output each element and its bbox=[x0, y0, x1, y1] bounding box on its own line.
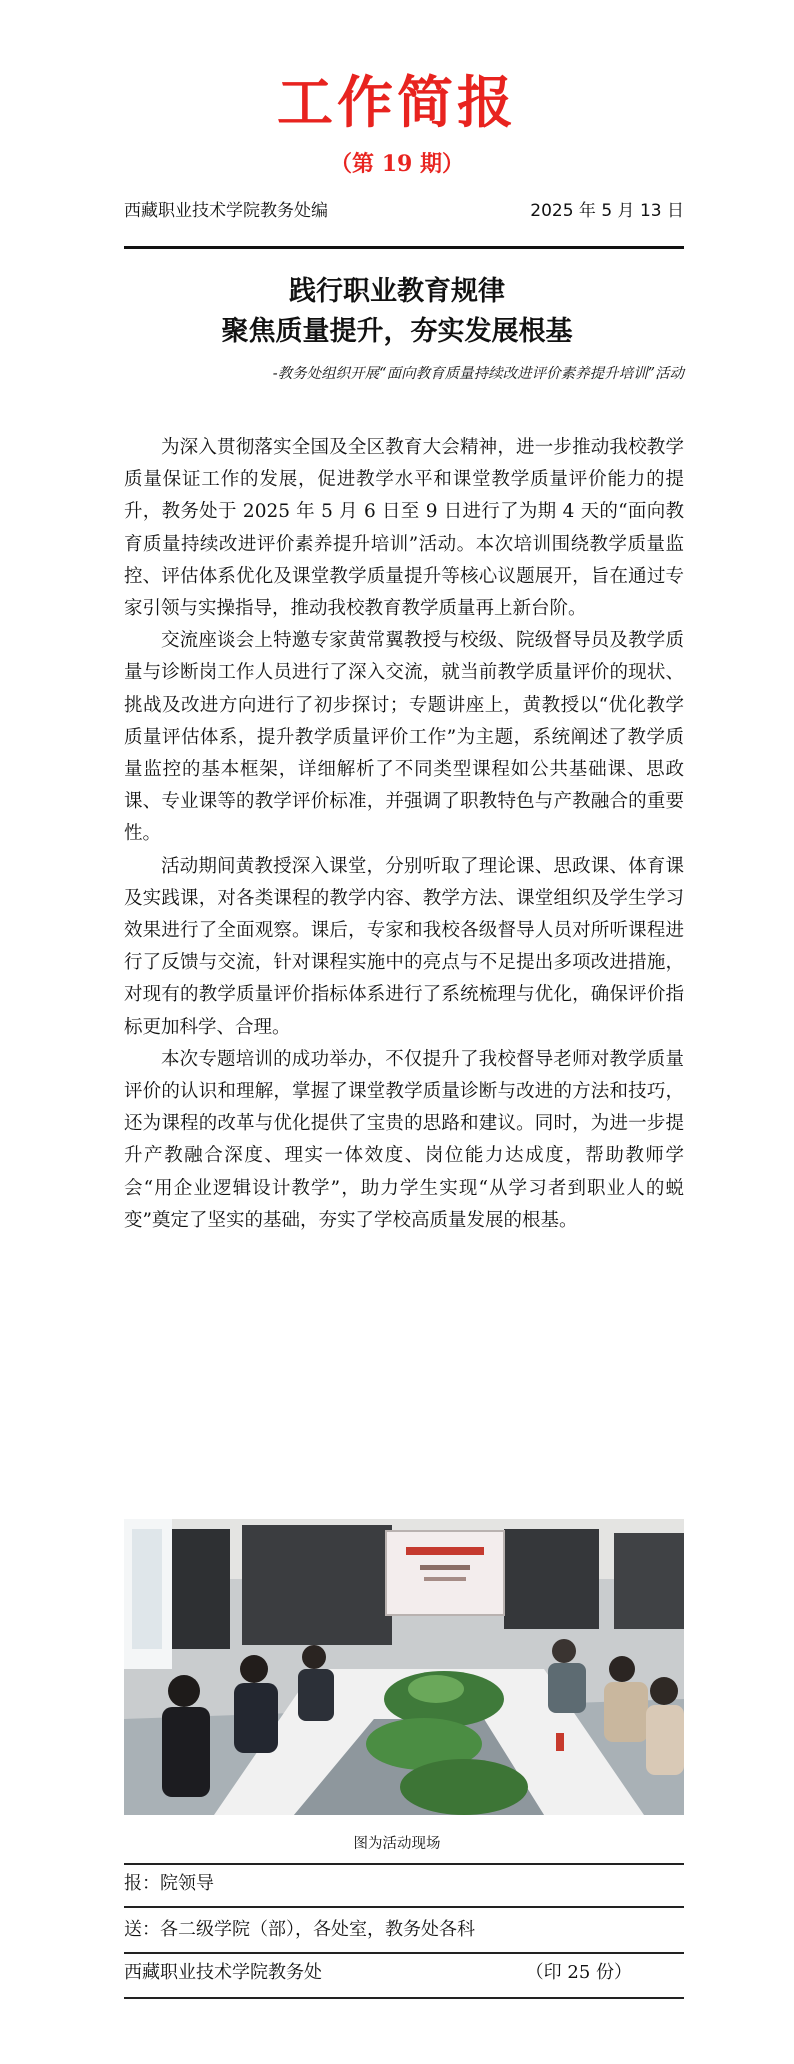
issue-number: （第 19 期） bbox=[330, 151, 464, 177]
event-photo bbox=[124, 1519, 684, 1815]
publisher: 西藏职业技术学院教务处编 bbox=[124, 201, 328, 221]
footer-divider-top bbox=[124, 1863, 684, 1865]
paragraph: 本次专题培训的成功举办，不仅提升了我校督导老师对教学质量评价的认识和理解，掌握了课堂教学质量诊断与改进的方法和技巧，还为课程的改革与优化提供了宝贵的思路和建议。同时，为进一步提升产教融合深度、理实一体效度、岗位能力达成度，帮助教师学会“用企业逻辑设计教学”，助力学生实现“从学习者到职业人的蜕变”奠定了坚实的基础，夯实了学校高质量发展的根基。 bbox=[124, 1048, 684, 1231]
header-divider bbox=[124, 246, 684, 249]
article-title-line-2: 聚焦质量提升，夯实发展根基 bbox=[221, 316, 573, 347]
footer-send-to: 送：各二级学院（部），各处室，教务处各科 bbox=[124, 1919, 475, 1940]
article-title-line-1: 践行职业教育规律 bbox=[289, 276, 505, 307]
paragraph: 交流座谈会上特邀专家黄常翼教授与校级、院级督导员及教学质量与诊断岗工作人员进行了深入交流，就当前教学质量评价的现状、挑战及改进方向进行了初步探讨；专题讲座上，黄教授以“优化教学质量评估体系，提升教学质量评价工作”为主题，系统阐述了教学质量监控的基本框架，详细解析了不同类型课程如公共基础课、思政课、专业课等的教学评价标准，并强调了职教特色与产教融合的重要性。 bbox=[124, 630, 684, 845]
footer-divider-bottom bbox=[124, 1997, 684, 1999]
publication-info bbox=[124, 196, 684, 226]
publish-date: 2025 年 5 月 13 日 bbox=[530, 201, 684, 221]
article-subtitle: -教务处组织开展“面向教育质量持续改进评价素养提升培训”活动 bbox=[272, 366, 684, 382]
paragraph: 活动期间黄教授深入课堂，分别听取了理论课、思政课、体育课及实践课，对各类课程的教学内容、教学方法、课堂组织及学生学习效果进行了全面观察。课后，专家和我校各级督导人员对所听课程进行了反馈与交流，针对课程实施中的亮点与不足提出多项改进措施，对现有的教学质量评价指标体系进行了系统梳理与优化，确保评价指标更加科学、合理。 bbox=[124, 855, 684, 1038]
issuer: 西藏职业技术学院教务处 bbox=[124, 1962, 322, 1983]
meeting-room-illustration bbox=[124, 1519, 684, 1815]
paragraph: 为深入贯彻落实全国及全区教育大会精神，进一步推动我校教学质量保证工作的发展，促进教学水平和课堂教学质量评价能力的提升，教务处于 2025 年 5 月 6 日至 9 日进行了为期 4 天的“面向教育质量持续改进评价素养提升培训”活动。本次培训围绕教学质量监控、评估体系优化及课堂教学质量提升等核心议题展开，旨在通过专家引领与实操指导，推动我校教育教学质量再上新台阶。 bbox=[124, 437, 684, 620]
footer-issuer-row bbox=[124, 1958, 684, 1988]
print-copies: （印 25 份） bbox=[525, 1962, 632, 1983]
footer-report-to: 报：院领导 bbox=[124, 1873, 214, 1894]
photo-caption: 图为活动现场 bbox=[353, 1836, 441, 1852]
footer-divider bbox=[124, 1906, 684, 1908]
masthead-title: 工作简报 bbox=[277, 71, 517, 136]
footer-divider bbox=[124, 1952, 684, 1954]
article-body bbox=[124, 432, 684, 1237]
